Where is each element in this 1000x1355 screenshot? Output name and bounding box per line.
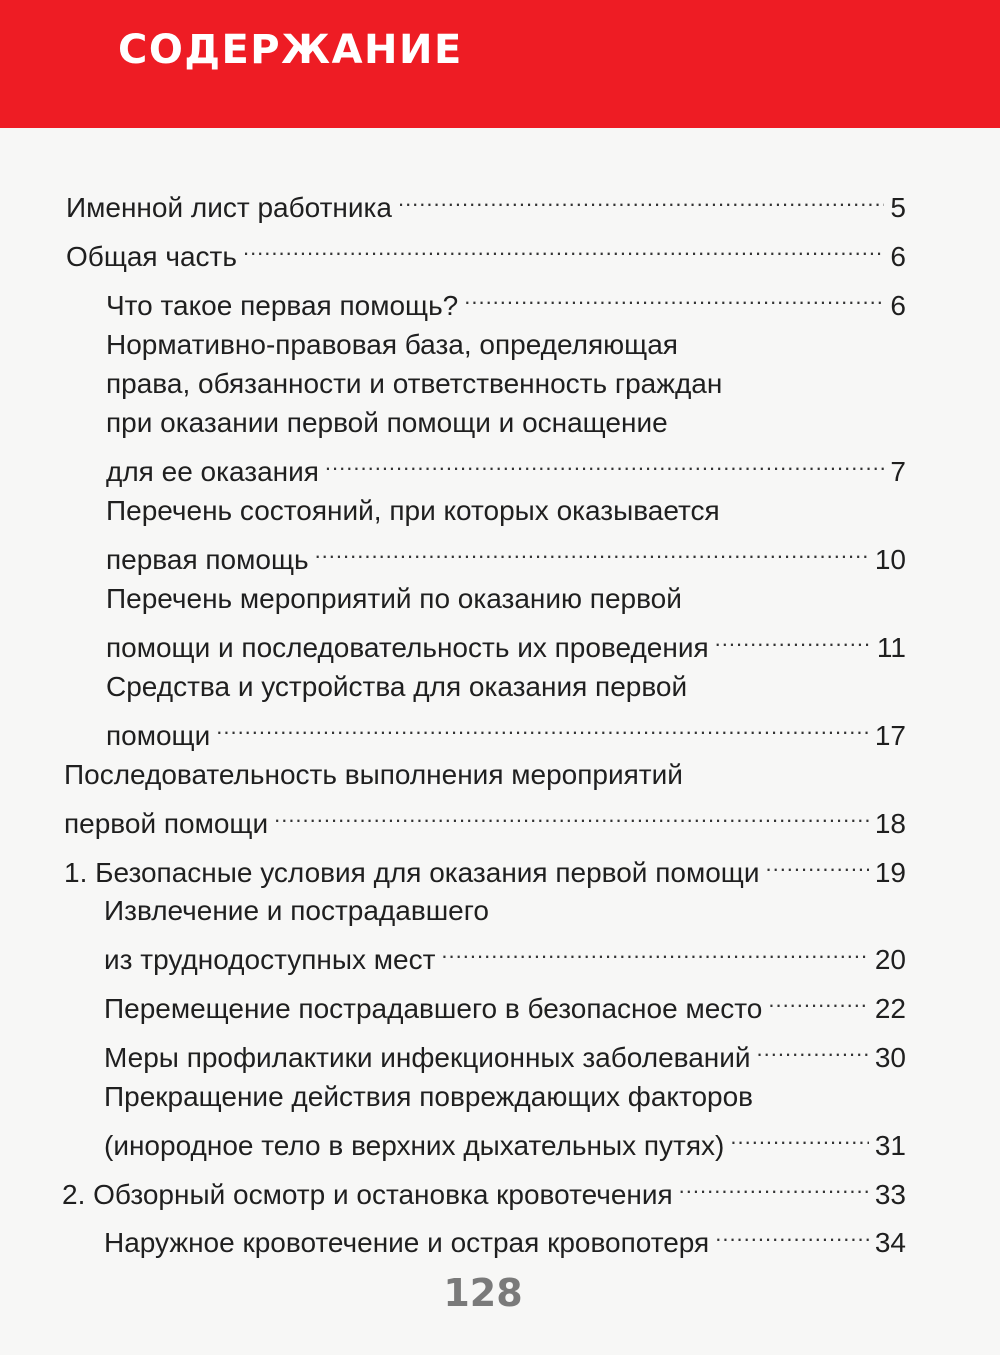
toc-entry-title: Средства и устройства для оказания первой bbox=[106, 671, 688, 702]
toc-page-number: 18 bbox=[874, 808, 906, 839]
toc-entry bbox=[64, 843, 906, 892]
toc-leader-dots bbox=[315, 530, 869, 569]
toc-entry bbox=[106, 579, 906, 667]
toc-page-number: 19 bbox=[874, 857, 906, 888]
toc-entry-title: Извлечение и пострадавшего bbox=[104, 895, 489, 926]
toc-leader-dots bbox=[757, 1028, 869, 1067]
toc-entry-title: для ее оказания bbox=[106, 456, 319, 487]
toc-page-number: 33 bbox=[874, 1179, 906, 1210]
toc-entry bbox=[104, 1028, 906, 1077]
toc-entry-title: Общая часть bbox=[66, 241, 237, 272]
toc-entry bbox=[104, 1213, 906, 1262]
toc-entry bbox=[106, 667, 906, 755]
toc-leader-dots bbox=[274, 794, 869, 833]
toc-entry bbox=[106, 491, 906, 579]
toc-entry-title: Перечень состояний, при которых оказывается bbox=[106, 495, 720, 526]
toc-entry bbox=[66, 227, 906, 276]
toc-page-number: 30 bbox=[874, 1042, 906, 1073]
toc-entry-title: Меры профилактики инфекционных заболеваний bbox=[104, 1042, 751, 1073]
toc-entry-title: помощи bbox=[106, 720, 211, 751]
toc-page-number: 34 bbox=[874, 1227, 906, 1258]
toc-entry bbox=[104, 1077, 906, 1165]
toc-page-number: 22 bbox=[874, 993, 906, 1024]
toc-leader-dots bbox=[730, 1116, 868, 1155]
toc-page-number: 11 bbox=[876, 632, 906, 663]
toc-entry-title: 2. Обзорный осмотр и остановка кровотечения bbox=[62, 1179, 673, 1210]
page-number: 128 bbox=[443, 1271, 523, 1315]
toc-leader-dots bbox=[325, 442, 885, 481]
toc-entry bbox=[104, 891, 906, 979]
toc-page-number: 5 bbox=[890, 192, 906, 223]
toc-entry bbox=[106, 325, 906, 491]
toc-leader-dots bbox=[216, 706, 869, 745]
toc-entry-title: Перечень мероприятий по оказанию первой bbox=[106, 583, 682, 614]
toc-entry-title: Именной лист работника bbox=[66, 192, 392, 223]
toc-entry bbox=[64, 755, 906, 843]
toc-entry bbox=[62, 1165, 906, 1214]
toc-page-number: 20 bbox=[874, 944, 906, 975]
toc-entry-title: при оказании первой помощи и оснащение bbox=[106, 407, 668, 438]
toc-entry-title: первая помощь bbox=[106, 544, 309, 575]
toc-page-number: 6 bbox=[890, 290, 906, 321]
toc-entry-title: первой помощи bbox=[64, 808, 269, 839]
toc-leader-dots bbox=[464, 276, 884, 315]
toc-entry-title: (инородное тело в верхних дыхательных путях) bbox=[104, 1130, 725, 1161]
toc-page-number: 17 bbox=[874, 720, 906, 751]
toc-leader-dots bbox=[679, 1165, 869, 1204]
toc-entry-title: права, обязанности и ответственность граждан bbox=[106, 368, 723, 399]
toc-entry-title: из труднодоступных мест bbox=[104, 944, 436, 975]
toc-entry-title: Наружное кровотечение и острая кровопотеря bbox=[104, 1227, 710, 1258]
toc-leader-dots bbox=[243, 227, 884, 266]
toc-entry-title: Перемещение пострадавшего в безопасное место bbox=[104, 993, 763, 1024]
toc-entry bbox=[104, 979, 906, 1028]
toc-entry-title: 1. Безопасные условия для оказания первой помощи bbox=[64, 857, 760, 888]
page-title: СОДЕРЖАНИЕ bbox=[118, 27, 463, 73]
toc-page-number: 10 bbox=[874, 544, 906, 575]
toc-leader-dots bbox=[765, 843, 868, 882]
toc-leader-dots bbox=[768, 979, 869, 1018]
toc-page-number: 7 bbox=[890, 456, 906, 487]
toc-leader-dots bbox=[441, 930, 868, 969]
toc-entry bbox=[66, 178, 906, 227]
toc-leader-dots bbox=[715, 618, 871, 657]
toc-entry-title: Прекращение действия повреждающих факторов bbox=[104, 1081, 754, 1112]
toc-entry-title: помощи и последовательность их проведения bbox=[106, 632, 709, 663]
toc-leader-dots bbox=[398, 178, 884, 217]
toc-page-number: 31 bbox=[874, 1130, 906, 1161]
toc-entry-title: Последовательность выполнения мероприятий bbox=[64, 759, 683, 790]
toc-page-number: 6 bbox=[890, 241, 906, 272]
toc-leader-dots bbox=[715, 1213, 869, 1252]
toc-entry bbox=[106, 276, 906, 325]
toc-entry-title: Нормативно-правовая база, определяющая bbox=[106, 329, 678, 360]
toc-entry-title: Что такое первая помощь? bbox=[106, 290, 459, 321]
